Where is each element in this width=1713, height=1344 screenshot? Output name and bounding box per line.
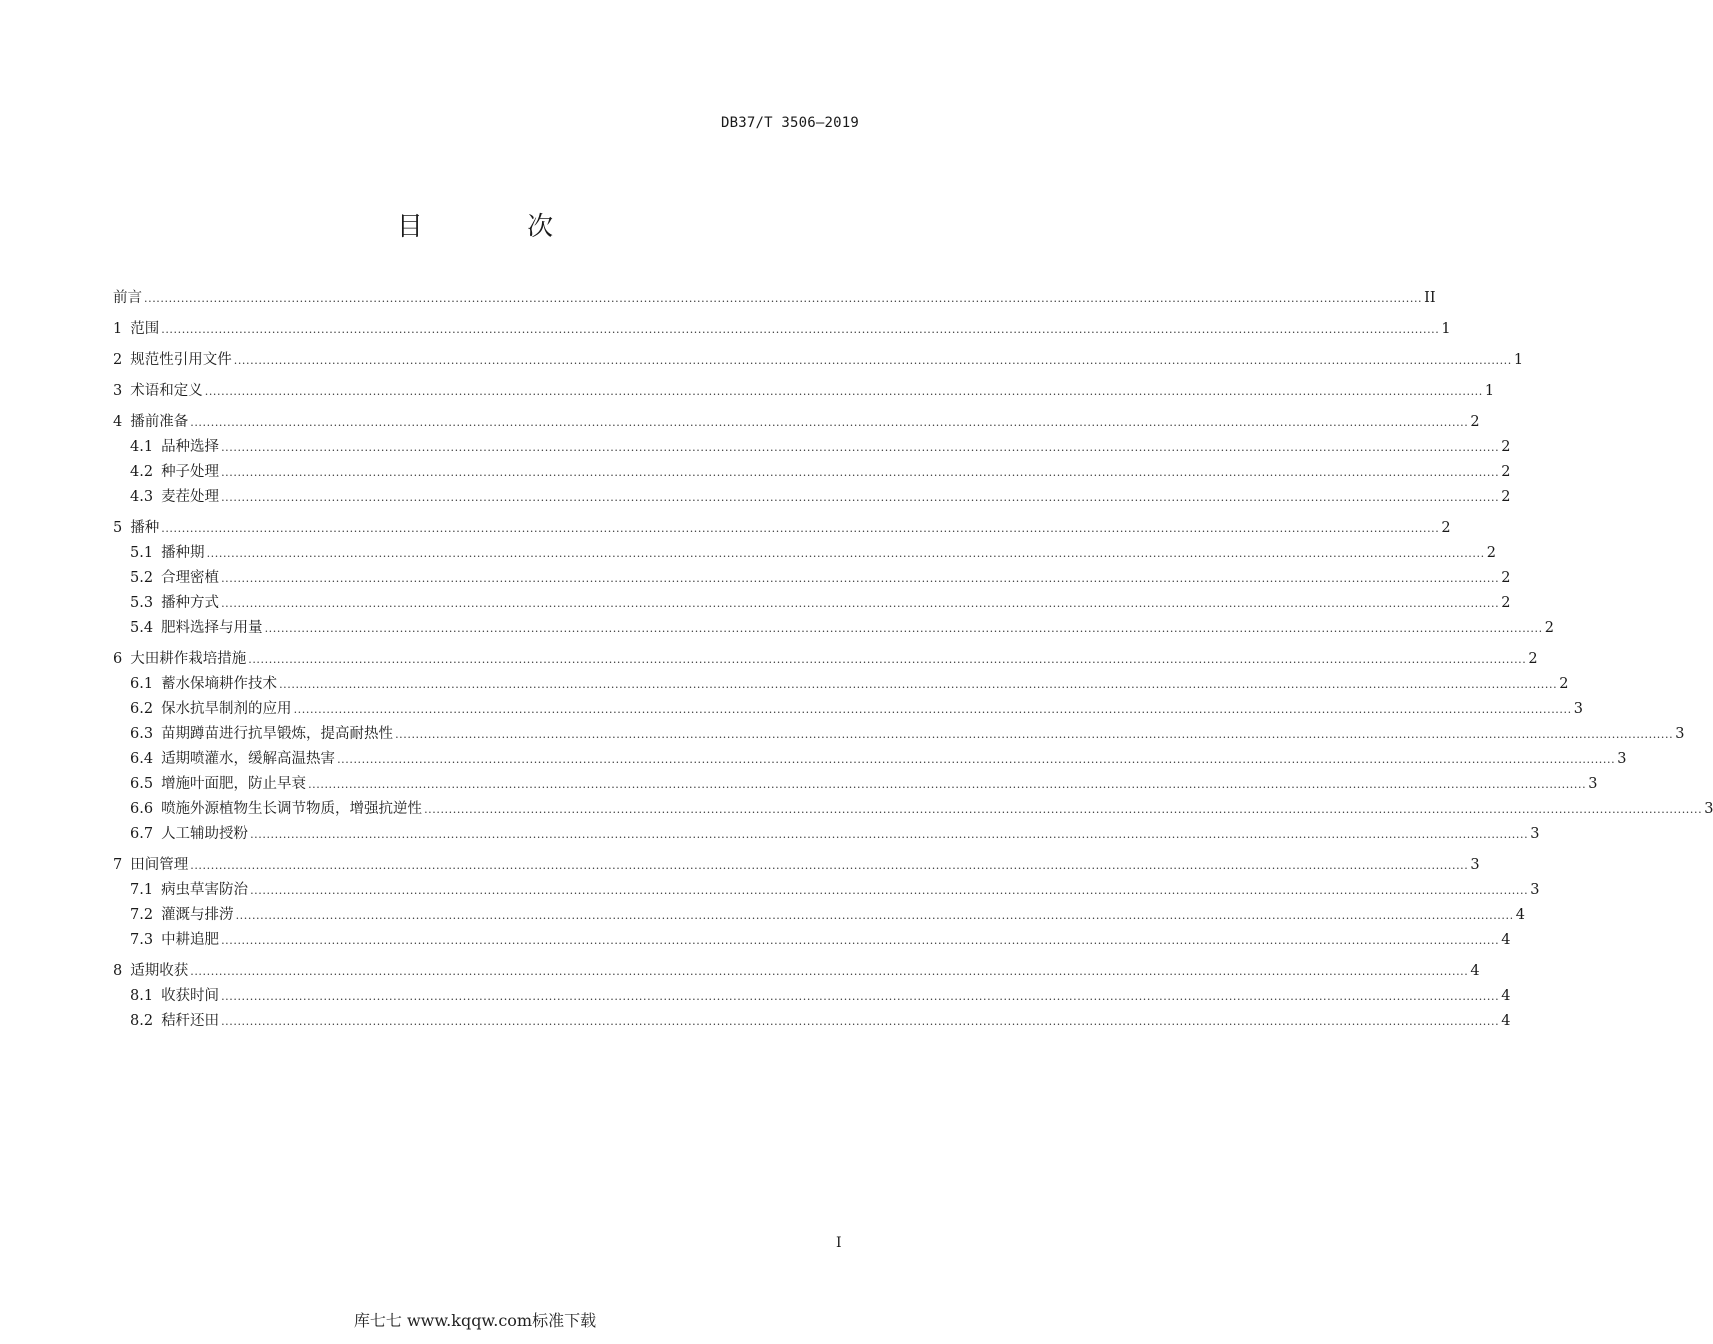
toc-entry-number: 4.1	[130, 439, 154, 455]
toc-entry-label: 前言	[113, 290, 142, 306]
toc-entry-page: 3	[1530, 882, 1540, 898]
toc-entry-number: 8.1	[130, 988, 154, 1004]
toc-entry-page: 3	[1530, 826, 1540, 842]
dot-leader: ........................................................................................................................................................................................................................................................................................................................	[221, 466, 1500, 479]
dot-leader: ........................................................................................................................................................................................................................................................................................................................	[206, 547, 1485, 560]
dot-leader: ........................................................................................................................................................................................................................................................................................................................	[264, 622, 1543, 635]
toc-entry[interactable]	[113, 647, 1538, 672]
toc-subentry[interactable]	[113, 697, 1583, 722]
toc-entry-page: 2	[1501, 595, 1511, 611]
toc-entry-label: 合理密植	[161, 570, 220, 586]
toc-subentry[interactable]	[113, 435, 1511, 460]
toc-entry-label: 病虫草害防治	[161, 882, 249, 898]
toc-entry-label: 术语和定义	[130, 383, 203, 399]
toc-entry-page: 4	[1501, 1013, 1511, 1029]
toc-entry-number: 8.2	[130, 1013, 154, 1029]
toc-entry-page: 2	[1559, 676, 1569, 692]
toc-entry-number: 7.2	[130, 907, 154, 923]
toc-entry-page: 3	[1588, 776, 1598, 792]
toc-entry-page: 2	[1528, 651, 1538, 667]
dot-leader: ........................................................................................................................................................................................................................................................................................................................	[233, 354, 1512, 367]
toc-entry-label: 播种期	[161, 545, 205, 561]
toc-entry-label: 种子处理	[161, 464, 220, 480]
toc-entry-number: 3	[113, 383, 123, 399]
dot-leader: ........................................................................................................................................................................................................................................................................................................................	[190, 965, 1469, 978]
dot-leader: ........................................................................................................................................................................................................................................................................................................................	[395, 728, 1674, 741]
toc-subentry[interactable]	[113, 460, 1511, 485]
toc-entry-number: 5.2	[130, 570, 154, 586]
toc-entry-label: 增施叶面肥，防止早衰	[161, 776, 307, 792]
toc-entry-page: 1	[1513, 352, 1524, 368]
toc-entry-label: 适期喷灌水，缓解高温热害	[161, 751, 336, 767]
page-title: 目 次	[396, 212, 602, 242]
toc-subentry[interactable]	[113, 747, 1627, 772]
toc-subentry[interactable]	[113, 822, 1540, 847]
toc-subentry[interactable]	[113, 984, 1511, 1009]
toc-entry-label: 秸秆还田	[161, 1013, 220, 1029]
dot-leader: ........................................................................................................................................................................................................................................................................................................................	[279, 678, 1558, 691]
toc-entry-number: 6.5	[130, 776, 154, 792]
toc-entry-page: 4	[1515, 907, 1525, 923]
toc-subentry[interactable]	[113, 772, 1598, 797]
page-number: I	[836, 1235, 842, 1251]
toc-entry-label: 品种选择	[161, 439, 220, 455]
dot-leader: ........................................................................................................................................................................................................................................................................................................................	[221, 441, 1500, 454]
toc-subentry[interactable]	[113, 1009, 1511, 1034]
toc-entry-page: 4	[1501, 988, 1511, 1004]
toc-subentry[interactable]	[113, 878, 1540, 903]
toc-entry-number: 6.4	[130, 751, 154, 767]
toc-entry-label: 大田耕作栽培措施	[130, 651, 247, 667]
toc-entry-number: 4	[113, 414, 123, 430]
toc-entry-number: 6.1	[130, 676, 154, 692]
dot-leader: ........................................................................................................................................................................................................................................................................................................................	[250, 828, 1529, 841]
toc-entry-number: 2	[113, 352, 123, 368]
toc-entry-number: 7.3	[130, 932, 154, 948]
toc-entry-number: 7	[113, 857, 123, 873]
toc-entry-page: 2	[1501, 570, 1511, 586]
toc-entry-page: 2	[1441, 520, 1451, 536]
table-of-contents	[113, 286, 1713, 1034]
toc-entry-page: 1	[1484, 383, 1495, 399]
toc-entry-number: 5.1	[130, 545, 154, 561]
toc-entry-label: 田间管理	[130, 857, 189, 873]
dot-leader: ........................................................................................................................................................................................................................................................................................................................	[221, 990, 1500, 1003]
toc-entry[interactable]	[113, 959, 1480, 984]
toc-subentry[interactable]	[113, 928, 1511, 953]
toc-entry-page: 2	[1501, 489, 1511, 505]
dot-leader: ........................................................................................................................................................................................................................................................................................................................	[221, 572, 1500, 585]
toc-entry[interactable]	[113, 286, 1436, 311]
toc-subentry[interactable]	[113, 903, 1525, 928]
toc-entry-label: 麦茬处理	[161, 489, 220, 505]
toc-entry-label: 喷施外源植物生长调节物质，增强抗逆性	[161, 801, 423, 817]
dot-leader: ........................................................................................................................................................................................................................................................................................................................	[250, 884, 1529, 897]
toc-entry-number: 6.7	[130, 826, 154, 842]
toc-entry-page: 2	[1501, 464, 1511, 480]
dot-leader: ........................................................................................................................................................................................................................................................................................................................	[293, 703, 1572, 716]
toc-subentry[interactable]	[113, 797, 1713, 822]
toc-entry-label: 中耕追肥	[161, 932, 220, 948]
toc-entry-page: II	[1424, 290, 1436, 306]
toc-entry[interactable]	[113, 410, 1480, 435]
toc-entry-number: 6.2	[130, 701, 154, 717]
toc-entry[interactable]	[113, 379, 1495, 404]
toc-entry-label: 播种方式	[161, 595, 220, 611]
toc-entry-label: 灌溉与排涝	[161, 907, 234, 923]
toc-entry-page: 2	[1544, 620, 1554, 636]
toc-entry-number: 7.1	[130, 882, 154, 898]
toc-entry-number: 8	[113, 963, 123, 979]
toc-entry-page: 3	[1470, 857, 1480, 873]
toc-subentry[interactable]	[113, 616, 1554, 641]
toc-entry-page: 2	[1470, 414, 1480, 430]
dot-leader: ........................................................................................................................................................................................................................................................................................................................	[248, 653, 1527, 666]
toc-subentry[interactable]	[113, 672, 1569, 697]
standard-number: DB37/T 3506—2019	[720, 115, 859, 131]
toc-entry-page: 3	[1573, 701, 1583, 717]
toc-entry-number: 5.3	[130, 595, 154, 611]
toc-entry-number: 5.4	[130, 620, 154, 636]
toc-entry-page: 3	[1617, 751, 1627, 767]
toc-entry-label: 蓄水保墒耕作技术	[161, 676, 278, 692]
toc-entry-page: 3	[1675, 726, 1685, 742]
toc-entry-page: 3	[1704, 801, 1713, 817]
dot-leader: ........................................................................................................................................................................................................................................................................................................................	[308, 778, 1587, 791]
dot-leader: ........................................................................................................................................................................................................................................................................................................................	[235, 909, 1514, 922]
toc-entry[interactable]	[113, 317, 1451, 342]
toc-entry-label: 苗期蹲苗进行抗旱锻炼，提高耐热性	[161, 726, 394, 742]
toc-subentry[interactable]	[113, 566, 1511, 591]
toc-entry-number: 1	[113, 321, 123, 337]
toc-entry-number: 5	[113, 520, 123, 536]
toc-entry-page: 4	[1501, 932, 1511, 948]
dot-leader: ........................................................................................................................................................................................................................................................................................................................	[337, 753, 1616, 766]
toc-entry-number: 4.3	[130, 489, 154, 505]
toc-subentry[interactable]	[113, 722, 1685, 747]
toc-entry-label: 播前准备	[130, 414, 189, 430]
dot-leader: ........................................................................................................................................................................................................................................................................................................................	[190, 416, 1469, 429]
watermark-text: 库七七 www.kqqw.com标准下载	[353, 1311, 597, 1330]
dot-leader: ........................................................................................................................................................................................................................................................................................................................	[161, 522, 1440, 535]
toc-entry-page: 4	[1470, 963, 1480, 979]
toc-entry-label: 范围	[130, 321, 160, 337]
toc-subentry[interactable]	[113, 485, 1511, 510]
dot-leader: ........................................................................................................................................................................................................................................................................................................................	[221, 934, 1500, 947]
toc-entry-number: 6.6	[130, 801, 154, 817]
toc-entry-page: 1	[1441, 321, 1451, 337]
toc-subentry[interactable]	[113, 541, 1496, 566]
toc-entry-label: 播种	[130, 520, 160, 536]
dot-leader: ........................................................................................................................................................................................................................................................................................................................	[204, 385, 1483, 398]
dot-leader: ........................................................................................................................................................................................................................................................................................................................	[221, 597, 1500, 610]
dot-leader: ........................................................................................................................................................................................................................................................................................................................	[144, 292, 1423, 305]
dot-leader: ........................................................................................................................................................................................................................................................................................................................	[424, 803, 1703, 816]
toc-entry-label: 肥料选择与用量	[161, 620, 263, 636]
toc-subentry[interactable]	[113, 591, 1511, 616]
toc-entry-label: 人工辅助授粉	[161, 826, 249, 842]
toc-entry-label: 保水抗旱制剂的应用	[161, 701, 292, 717]
toc-entry-label: 规范性引用文件	[130, 352, 232, 368]
toc-entry-number: 6.3	[130, 726, 154, 742]
dot-leader: ........................................................................................................................................................................................................................................................................................................................	[161, 323, 1440, 336]
toc-entry[interactable]	[113, 853, 1480, 878]
toc-entry-label: 收获时间	[161, 988, 220, 1004]
toc-entry-page: 2	[1501, 439, 1511, 455]
toc-entry-number: 4.2	[130, 464, 154, 480]
toc-entry-page: 2	[1486, 545, 1496, 561]
toc-entry-label: 适期收获	[130, 963, 189, 979]
toc-entry-number: 6	[113, 651, 123, 667]
dot-leader: ........................................................................................................................................................................................................................................................................................................................	[221, 1015, 1500, 1028]
toc-entry[interactable]	[113, 516, 1451, 541]
toc-entry[interactable]	[113, 348, 1524, 373]
dot-leader: ........................................................................................................................................................................................................................................................................................................................	[221, 491, 1500, 504]
dot-leader: ........................................................................................................................................................................................................................................................................................................................	[190, 859, 1469, 872]
